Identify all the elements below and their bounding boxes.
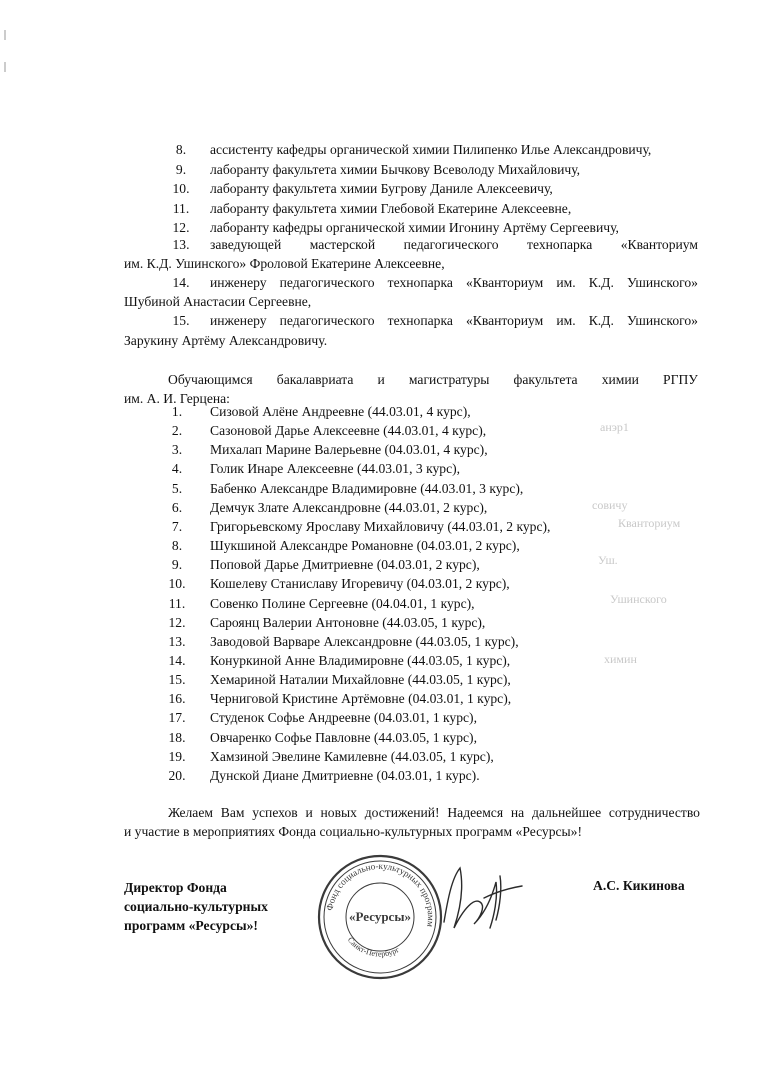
student-number: 16. — [168, 691, 186, 707]
student-number: 1. — [171, 404, 183, 419]
student-text: Хемариной Наталии Михайловне (44.03.05, 1 курс), — [210, 672, 511, 688]
scan-mark — [4, 62, 6, 72]
student-text: Заводовой Варваре Александровне (44.03.05, 1 курс), — [210, 633, 519, 649]
staff-number: 14. — [172, 275, 190, 290]
word: технопарка — [387, 275, 453, 290]
staff-text: лаборанту кафедры органической химии Игонину Артёму Сергеевичу, — [210, 220, 619, 235]
student-number: 15. — [168, 672, 186, 688]
bleed-through-text: химин — [604, 652, 637, 666]
word: К.Д. — [588, 313, 614, 328]
closing-continuation: и участие в мероприятиях Фонда социально-культурных программ «Ресурсы»! — [124, 824, 583, 839]
word: педагогического — [279, 313, 375, 328]
word: магистратуры — [408, 372, 490, 387]
staff-text: лаборанту факультета химии Бугрову Даниле Алексеевичу, — [210, 181, 553, 196]
staff-number: 12. — [172, 220, 190, 235]
staff-number: 11. — [172, 200, 190, 216]
word: инженеру — [210, 275, 267, 290]
organization-seal — [316, 853, 444, 981]
position-line: программ «Ресурсы»! — [124, 918, 258, 933]
student-text: Дунской Диане Дмитриевне (04.03.01, 1 курс). — [210, 767, 480, 783]
student-text: Сизовой Алёне Андреевне (44.03.01, 4 курс), — [210, 404, 471, 419]
students-intro-line — [168, 372, 698, 388]
word: педагогического — [403, 237, 499, 252]
seal-center-text: «Ресурсы» — [349, 909, 411, 924]
signatory-name: А.С. Кикинова — [593, 878, 685, 893]
student-number: 10. — [168, 576, 186, 592]
student-text: Хамзиной Эвелине Камилевне (44.03.05, 1 курс), — [210, 748, 494, 764]
word: успехов — [252, 805, 298, 820]
handwritten-signature — [430, 858, 526, 938]
student-number: 19. — [168, 748, 186, 764]
bleed-through-text: Кванториум — [618, 516, 681, 530]
word: новых — [320, 805, 357, 820]
word: Обучающимся — [168, 372, 253, 387]
student-text: Сазоновой Дарье Алексеевне (44.03.01, 4 курс), — [210, 423, 487, 439]
staff-number: 10. — [172, 181, 190, 196]
staff-line-justified — [210, 237, 698, 253]
student-number: 20. — [168, 767, 186, 783]
word: им. — [556, 313, 576, 328]
word: факультета — [513, 372, 578, 387]
word: «Кванториум — [465, 275, 544, 290]
staff-number: 8. — [175, 142, 187, 157]
word: Желаем — [168, 805, 213, 820]
word: технопарка — [387, 313, 453, 328]
staff-number: 13. — [172, 237, 190, 252]
student-number: 8. — [171, 538, 183, 554]
staff-line-continuation: им. К.Д. Ушинского» Фроловой Екатерине Алексеевне, — [124, 256, 445, 271]
student-text: Григорьевскому Ярославу Михайловичу (44.03.01, 2 курс), — [210, 518, 551, 534]
seal-bottom-text: Санкт-Петербург — [345, 935, 401, 959]
student-number: 4. — [171, 461, 183, 477]
staff-text: лаборанту факультета химии Глебовой Екатерине Алексеевне, — [210, 200, 572, 216]
student-text: Голик Инаре Алексеевне (44.03.01, 3 курс), — [210, 461, 461, 477]
word: им. — [556, 275, 576, 290]
word: дальнейшее — [531, 805, 602, 820]
word: и — [377, 372, 385, 387]
bleed-through-text: анэр1 — [600, 420, 629, 434]
word: «Кванториум — [465, 313, 544, 328]
word: К.Д. — [588, 275, 614, 290]
word: инженеру — [210, 313, 267, 328]
closing-line — [168, 805, 700, 821]
word: сотрудничество — [608, 805, 700, 820]
student-number: 9. — [171, 557, 183, 573]
student-text: Михалап Марине Валерьевне (04.03.01, 4 курс), — [210, 442, 488, 458]
bleed-through-text: совичу — [592, 498, 628, 512]
bleed-through-text: Уш. — [598, 553, 618, 567]
position-line: социально-культурных — [124, 899, 268, 914]
word: мастерской — [309, 237, 376, 252]
word: химии — [601, 372, 639, 387]
staff-number: 15. — [172, 313, 190, 328]
word: РГПУ — [663, 372, 698, 387]
student-text: Поповой Дарье Дмитриевне (04.03.01, 2 курс), — [210, 557, 480, 573]
word: на — [510, 805, 525, 820]
students-intro-continuation: им. А. И. Герцена: — [124, 391, 230, 406]
staff-text: лаборанту факультета химии Бычкову Всеволоду Михайловичу, — [210, 161, 581, 177]
student-number: 5. — [171, 480, 183, 496]
word: «Кванториум — [620, 237, 698, 252]
student-number: 14. — [168, 652, 186, 668]
student-text: Сароянц Валерии Антоновне (44.03.05, 1 курс), — [210, 614, 486, 630]
word: бакалавриата — [276, 372, 354, 387]
word: технопарка — [527, 237, 593, 252]
staff-line-continuation: Шубиной Анастасии Сергеевне, — [124, 294, 312, 309]
staff-line-continuation: Зарукину Артёму Александровичу. — [124, 333, 328, 348]
student-text: Совенко Полине Сергеевне (04.04.01, 1 курс), — [210, 595, 475, 611]
seal-ring-text: Фонд социально-культурных программ — [324, 860, 437, 928]
word: Надеемся — [447, 805, 504, 820]
student-text: Шукшиной Александре Романовне (04.03.01, 2 курс), — [210, 538, 520, 554]
word: Ушинского» — [626, 275, 698, 290]
student-text: Кошелеву Станиславу Игоревичу (04.03.01, 2 курс), — [210, 576, 510, 592]
staff-text: ассистенту кафедры органической химии Пилипенко Илье Александровичу, — [210, 142, 652, 157]
student-number: 11. — [168, 595, 186, 611]
word: заведующей — [210, 237, 282, 252]
student-number: 3. — [171, 442, 183, 458]
student-number: 18. — [168, 729, 186, 745]
word: и — [305, 805, 313, 820]
student-text: Студенок Софье Андреевне (04.03.01, 1 курс), — [210, 710, 477, 726]
staff-number: 9. — [175, 161, 187, 177]
student-number: 13. — [168, 633, 186, 649]
position-line: Директор Фонда — [124, 880, 227, 895]
student-text: Демчук Злате Александровне (44.03.01, 2 курс), — [210, 499, 488, 515]
word: Вам — [220, 805, 245, 820]
signatory-position — [124, 878, 268, 935]
student-text: Черниговой Кристине Артёмовне (04.03.01, 1 курс), — [210, 691, 512, 707]
student-number: 6. — [171, 499, 183, 515]
student-number: 17. — [168, 710, 186, 726]
student-number: 2. — [171, 423, 183, 439]
student-text: Конуркиной Анне Владимировне (44.03.05, 1 курс), — [210, 652, 511, 668]
scan-mark — [4, 30, 6, 40]
student-text: Бабенко Александре Владимировне (44.03.01, 3 курс), — [210, 480, 524, 496]
student-text: Овчаренко Софье Павловне (44.03.05, 1 курс), — [210, 729, 477, 745]
word: педагогического — [279, 275, 375, 290]
student-number: 12. — [168, 614, 186, 630]
staff-line-justified — [210, 275, 698, 291]
bleed-through-text: Ушинского — [610, 592, 667, 606]
word: достижений! — [364, 805, 440, 820]
word: Ушинского» — [626, 313, 698, 328]
staff-line-justified — [210, 313, 698, 329]
student-number: 7. — [171, 518, 183, 534]
